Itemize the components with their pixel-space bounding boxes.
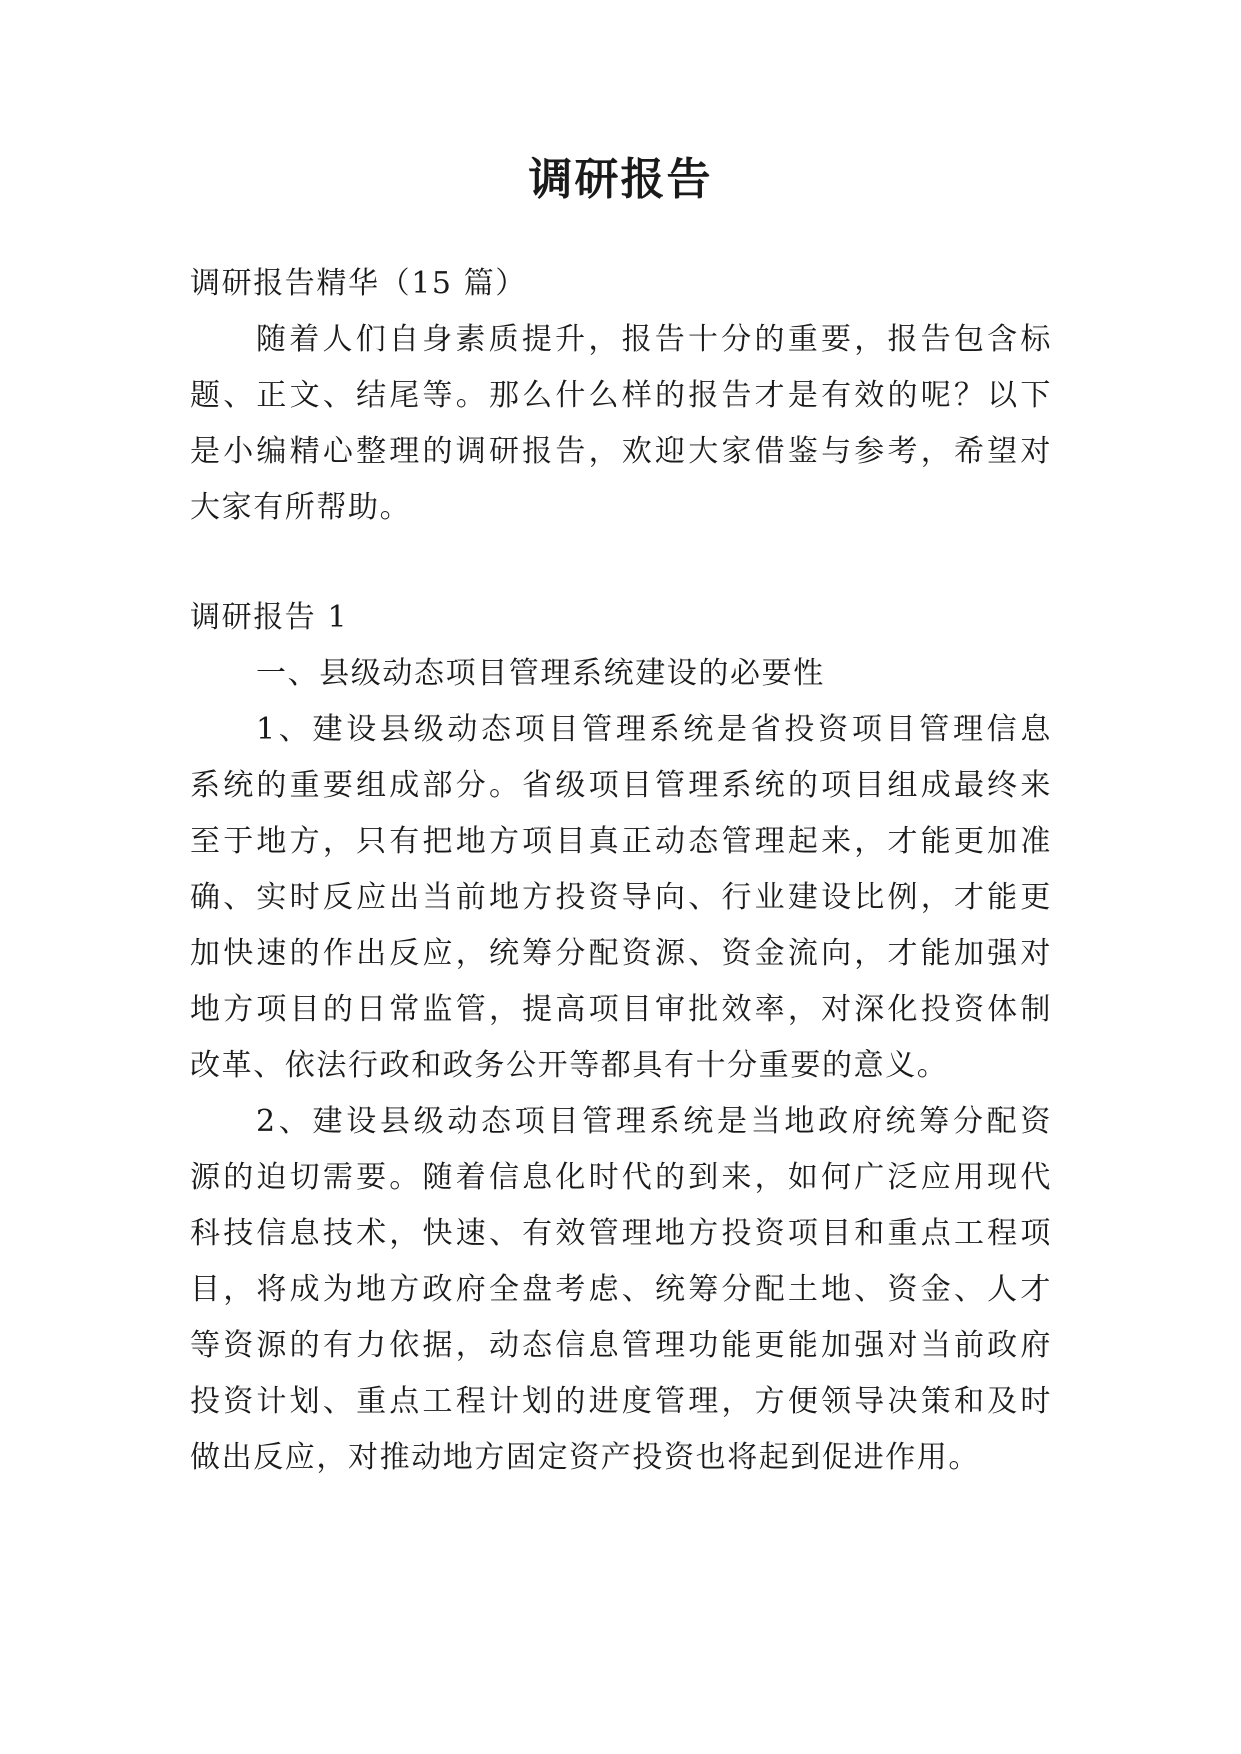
paragraph-line: 系统的重要组成部分。省级项目管理系统的项目组成最终来 — [190, 768, 1052, 803]
paragraph-line: 等资源的有力依据，动态信息管理功能更能加强对当前政府 — [190, 1328, 1052, 1363]
section-heading: 一、县级动态项目管理系统建设的必要性 — [256, 656, 825, 691]
document-subtitle: 调研报告精华（15 篇） — [190, 266, 527, 301]
paragraph-line: 投资计划、重点工程计划的进度管理，方便领导决策和及时 — [190, 1384, 1052, 1419]
paragraph-line: 1、建设县级动态项目管理系统是省投资项目管理信息 — [256, 712, 1052, 747]
paragraph-line: 地方项目的日常监管，提高项目审批效率，对深化投资体制 — [190, 992, 1052, 1027]
paragraph-line: 科技信息技术，快速、有效管理地方投资项目和重点工程项 — [190, 1216, 1052, 1251]
intro-line: 大家有所帮助。 — [190, 490, 412, 525]
paragraph-line: 做出反应，对推动地方固定资产投资也将起到促进作用。 — [190, 1440, 980, 1475]
section-title: 调研报告 1 — [190, 600, 349, 635]
paragraph-line: 目，将成为地方政府全盘考虑、统筹分配土地、资金、人才 — [190, 1272, 1052, 1307]
intro-line: 随着人们自身素质提升，报告十分的重要，报告包含标 — [256, 322, 1052, 357]
paragraph-line: 源的迫切需要。随着信息化时代的到来，如何广泛应用现代 — [190, 1160, 1052, 1195]
intro-line: 题、正文、结尾等。那么什么样的报告才是有效的呢？以下 — [190, 378, 1052, 413]
intro-line: 是小编精心整理的调研报告，欢迎大家借鉴与参考，希望对 — [190, 434, 1052, 469]
paragraph-line: 至于地方，只有把地方项目真正动态管理起来，才能更加准 — [190, 824, 1052, 859]
document-title: 调研报告 — [528, 154, 713, 205]
paragraph-line: 加快速的作出反应，统筹分配资源、资金流向，才能加强对 — [190, 936, 1052, 971]
paragraph-line: 确、实时反应出当前地方投资导向、行业建设比例，才能更 — [190, 880, 1052, 915]
paragraph-line: 2、建设县级动态项目管理系统是当地政府统筹分配资 — [256, 1104, 1052, 1139]
paragraph-line: 改革、依法行政和政务公开等都具有十分重要的意义。 — [190, 1048, 949, 1083]
